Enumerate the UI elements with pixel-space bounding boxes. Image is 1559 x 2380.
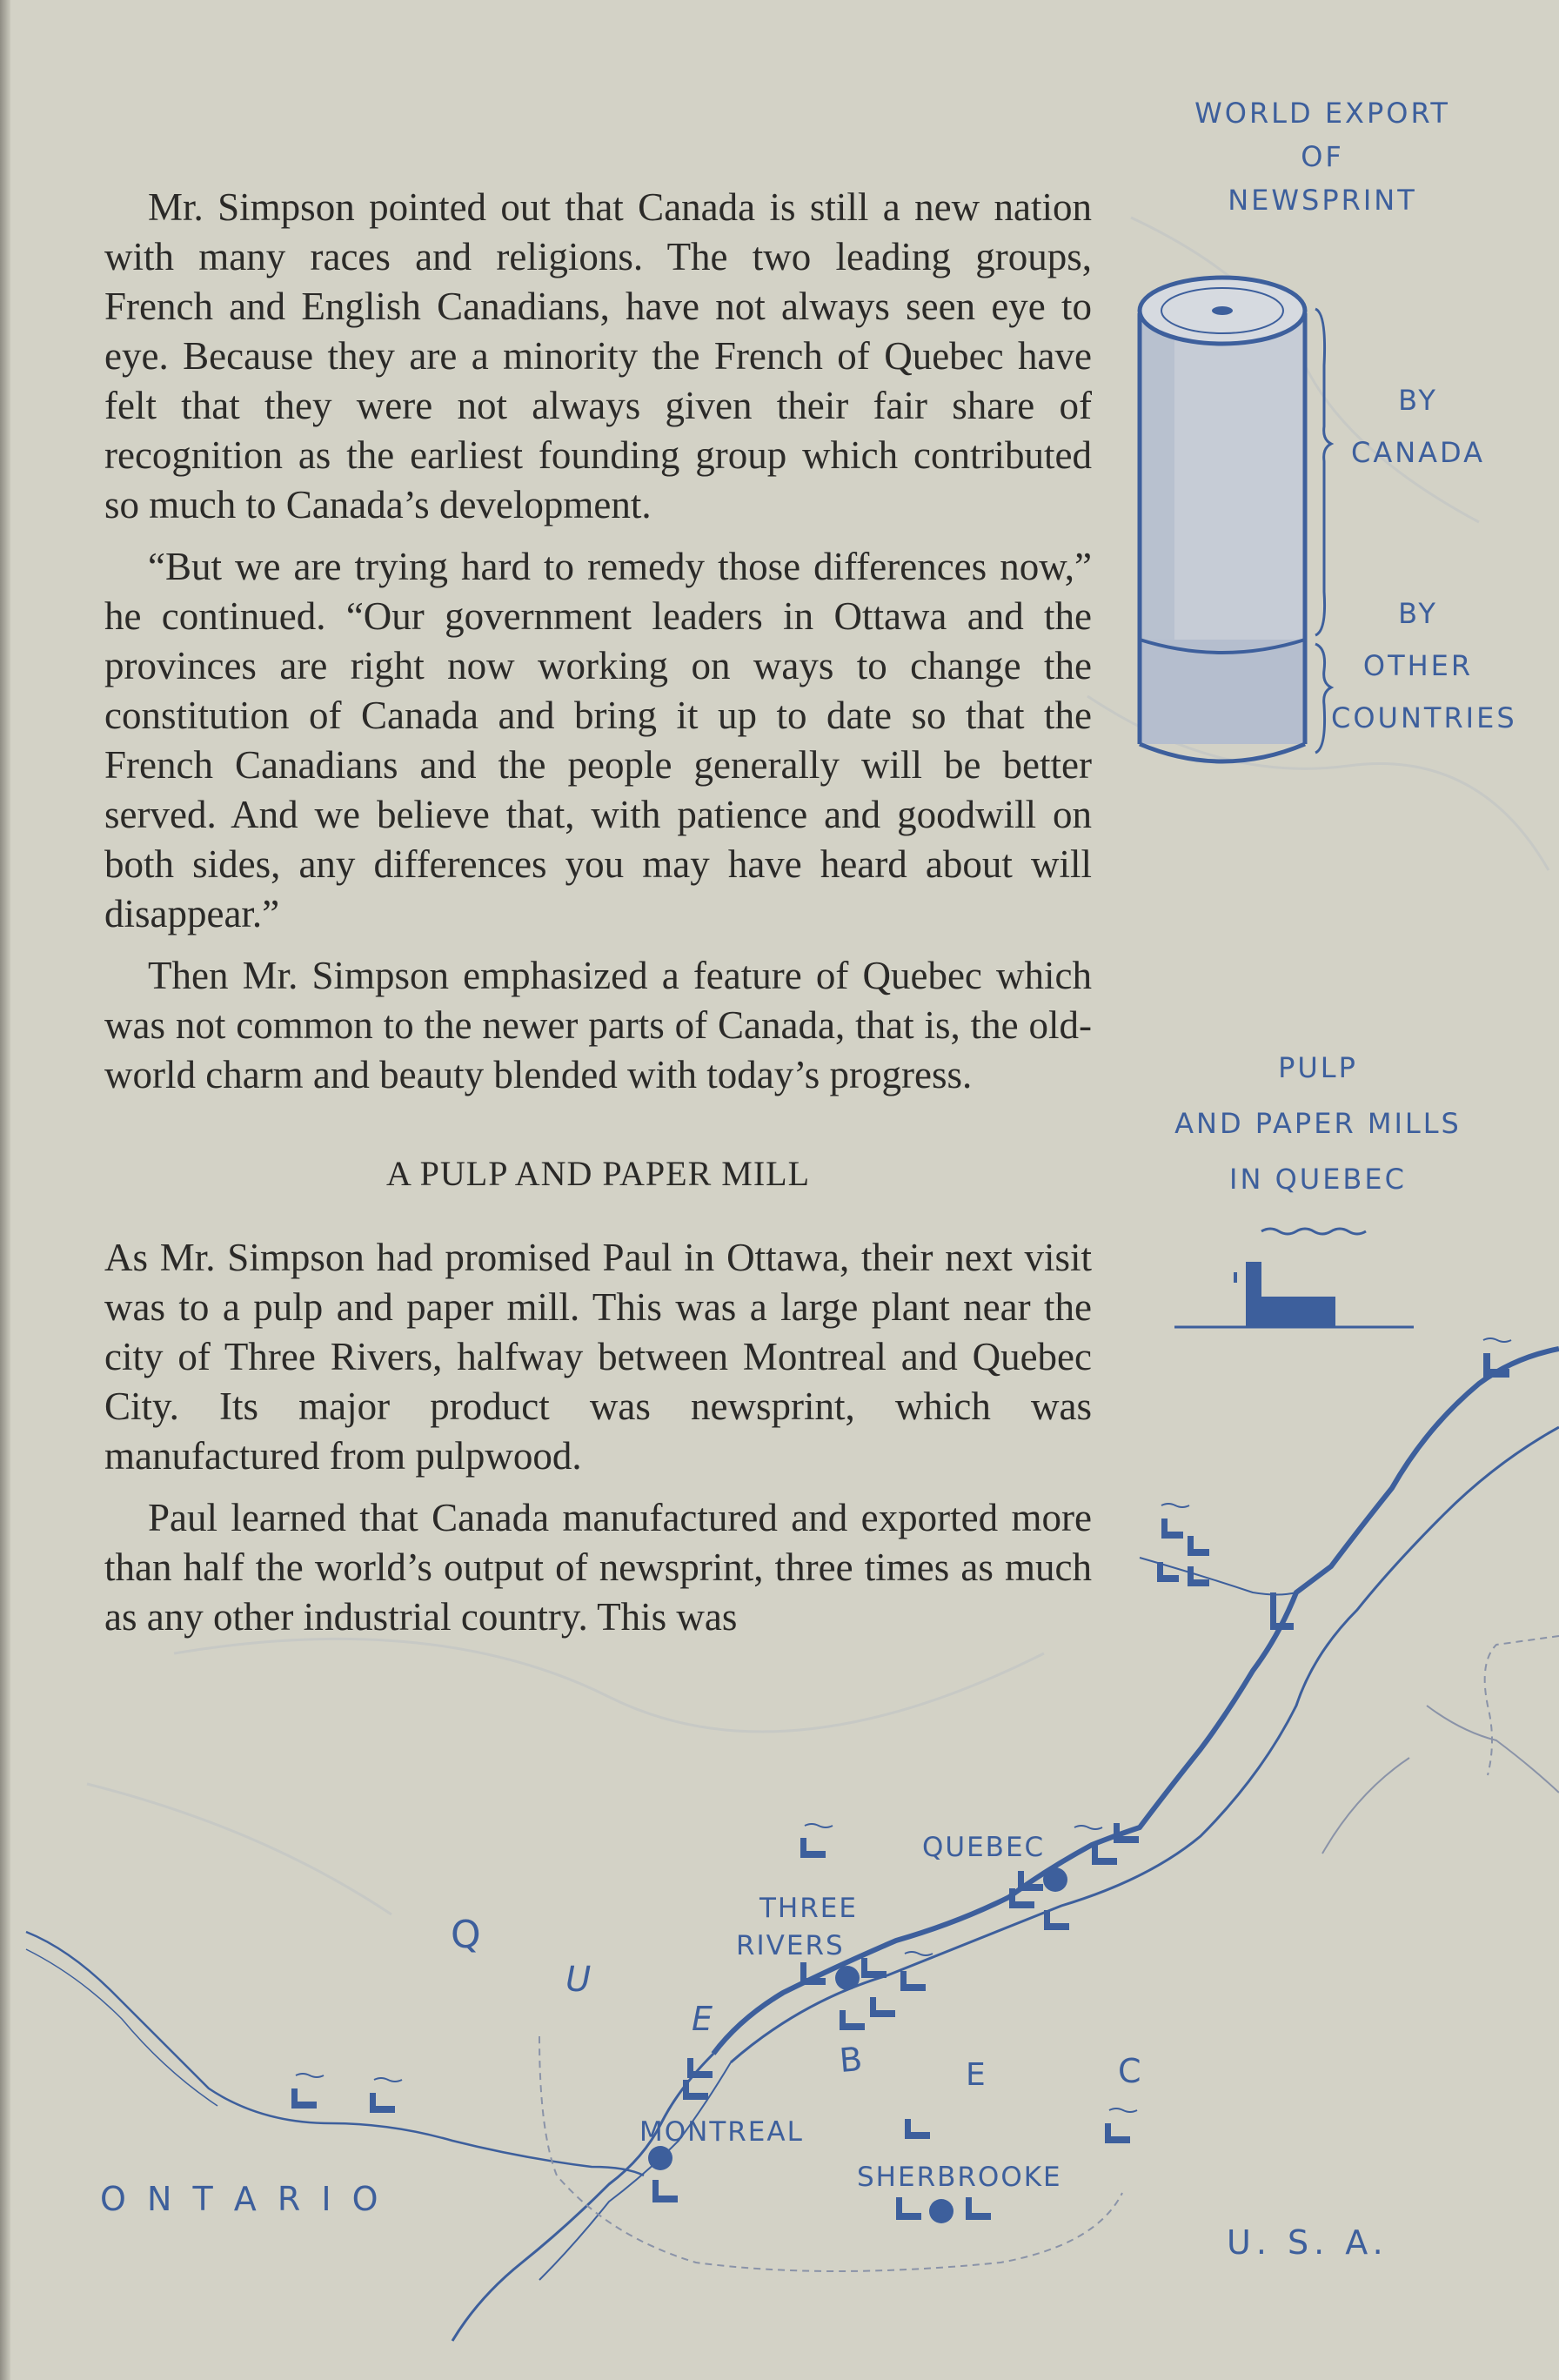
city-label-montreal: MONTREAL	[639, 2116, 804, 2148]
province-letter-e1: E	[692, 2000, 715, 2038]
newsprint-title	[1157, 91, 1488, 222]
province-letter-q: Q	[451, 1913, 483, 1957]
newsprint-title-line-1: WORLD EXPORT	[1194, 97, 1450, 130]
by-canada-line-1: BY	[1398, 384, 1438, 417]
by-other-line-2: OTHER	[1362, 649, 1474, 682]
paragraph-3: Then Mr. Simpson emphasized a feature of Quebec which was not common to the newer parts of Canada, that is, the old-world charm and beauty blended with today’s progress.	[104, 954, 1092, 1096]
province-letter-e2: E	[966, 2057, 987, 2093]
region-usa: U. S. A.	[1227, 2223, 1388, 2262]
mills-legend-title	[1140, 1040, 1496, 1207]
article-text-column	[104, 183, 1092, 1654]
mill-legend-icon	[1174, 1229, 1414, 1327]
by-canada-label	[1322, 374, 1514, 479]
mills-legend-line-3: IN QUEBEC	[1229, 1163, 1407, 1196]
newsprint-roll-graphic	[1140, 278, 1305, 761]
mills-legend-line-2: AND PAPER MILLS	[1174, 1107, 1462, 1140]
paragraph-2: “But we are trying hard to remedy those differences now,” he continued. “Our government leaders in Ottawa and the provinces are right now working on ways to change the constitution of Canada and bring it up to date so that the French Canadians and the people generally will be better served. And we believe that, with patience and goodwill on both sides, any differences you may have heard about will disappear.”	[104, 545, 1092, 935]
region-ontario: O N T A R I O	[100, 2180, 384, 2218]
newsprint-title-line-2: OF	[1301, 140, 1344, 173]
by-canada-line-2: CANADA	[1350, 436, 1486, 469]
city-label-sherbrooke: SHERBROOKE	[857, 2162, 1062, 2193]
by-other-countries-label	[1331, 587, 1517, 744]
city-label-three-rivers-2: RIVERS	[736, 1930, 845, 1961]
province-letter-c: C	[1118, 2052, 1143, 2090]
by-other-line-1: BY	[1398, 597, 1438, 630]
city-label-quebec: QUEBEC	[922, 1832, 1046, 1863]
paragraph-5: Paul learned that Canada manufactured and exported more than half the world’s output of newsprint, three times as much as any other industrial country. This was	[104, 1496, 1092, 1639]
by-other-line-3: COUNTRIES	[1331, 701, 1517, 734]
newsprint-title-line-3: NEWSPRINT	[1228, 184, 1417, 217]
city-label-three-rivers-1: THREE	[759, 1893, 858, 1924]
mills-legend-line-1: PULP	[1278, 1051, 1358, 1084]
paragraph-4: As Mr. Simpson had promised Paul in Ottawa, their next visit was to a pulp and paper mill. This was a large plant near the city of Three Rivers, halfway between Montreal and Quebec City. Its major product was newsprint, which was manufactured from pulpwood.	[104, 1236, 1092, 1478]
province-letter-u: U	[565, 1960, 593, 2000]
section-heading: A PULP AND PAPER MILL	[385, 1154, 811, 1193]
province-letter-b: B	[838, 2039, 866, 2081]
paragraph-1: Mr. Simpson pointed out that Canada is still a new nation with many races and religions. The two leading groups, French and English Canadians, have not always seen eye to eye. Because they are a minority the French of Quebec have felt that they were not always given their fair share of recognition as the earliest founding group which contributed so much to Canada’s development.	[104, 185, 1092, 526]
